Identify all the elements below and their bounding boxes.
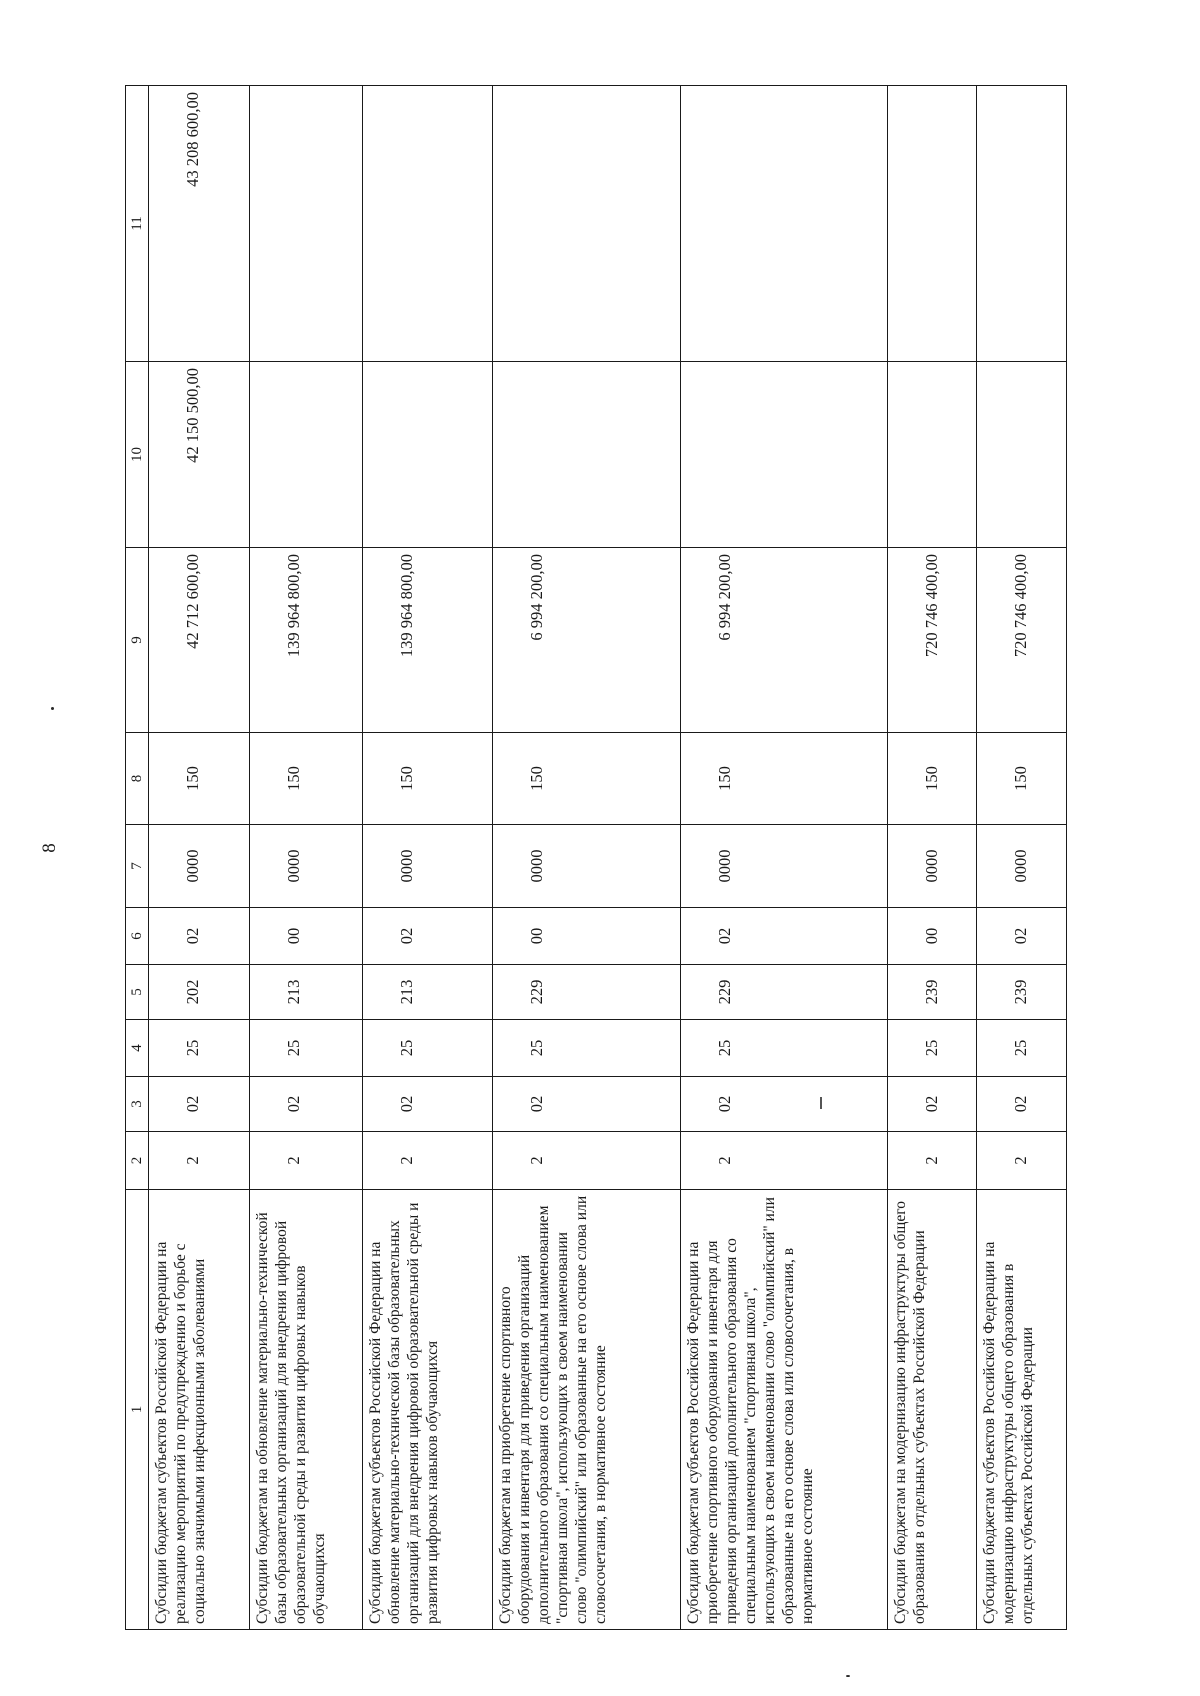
cell-code-3: 02 xyxy=(363,1077,493,1132)
row-description: Субсидии бюджетам на обновление материально-технической базы образовательных организаций для внедрения цифровой образовательной среды и развития цифровых навыков обучающихся xyxy=(250,1190,363,1630)
cell-amount-10 xyxy=(363,362,493,548)
cell-code-3: 02 xyxy=(977,1077,1067,1132)
cell-amount-9: 42 712 600,00 xyxy=(149,548,250,733)
cell-code-6: 02 xyxy=(149,908,250,965)
cell-code-3: 02 xyxy=(888,1077,977,1132)
table-row xyxy=(888,86,977,1630)
cell-code-4: 25 xyxy=(977,1020,1067,1077)
cell-code-6: 00 xyxy=(888,908,977,965)
table-row xyxy=(149,86,250,1630)
cell-amount-9: 6 994 200,00 xyxy=(493,548,681,733)
row-description: Субсидии бюджетам на приобретение спортивного оборудования и инвентаря для приведения организаций дополнительного образования со специальным наименованием "спортивная школа", использующих в своем наименовании слово "олимпийский" или образованные на его основе слова или словосочетания, в нормативное состояние xyxy=(493,1190,681,1630)
cell-code-2: 2 xyxy=(363,1132,493,1190)
cell-code-7: 0000 xyxy=(250,825,363,908)
row-description: Субсидии бюджетам субъектов Российской Федерации на реализацию мероприятий по предупреждению и борьбе с социально значимыми инфекционными заболеваниями xyxy=(149,1190,250,1630)
cell-amount-10 xyxy=(681,362,888,548)
cell-code-5: 229 xyxy=(493,965,681,1020)
cell-code-3: 02 xyxy=(493,1077,681,1132)
cell-amount-11 xyxy=(977,86,1067,362)
cell-code-2: 2 xyxy=(149,1132,250,1190)
cell-amount-10 xyxy=(250,362,363,548)
cell-amount-11 xyxy=(250,86,363,362)
col-header-7: 7 xyxy=(126,825,149,908)
table-row xyxy=(977,86,1067,1630)
col-header-3: 3 xyxy=(126,1077,149,1132)
row-description: Субсидии бюджетам на модернизацию инфраструктуры общего образования в отдельных субъектах Российской Федерации xyxy=(888,1190,977,1630)
cell-code-6: 00 xyxy=(250,908,363,965)
cell-code-8: 150 xyxy=(977,733,1067,825)
cell-code-2: 2 xyxy=(888,1132,977,1190)
cell-code-7: 0000 xyxy=(149,825,250,908)
scan-mark xyxy=(820,1097,822,1109)
cell-code-5: 213 xyxy=(250,965,363,1020)
header-row xyxy=(126,86,149,1630)
cell-amount-10: 42 150 500,00 xyxy=(149,362,250,548)
cell-code-2: 2 xyxy=(493,1132,681,1190)
row-description: Субсидии бюджетам субъектов Российской Федерации на обновление материально-технической базы образовательных организаций для внедрения цифровой образовательной среды и развития цифровых навыков обучающихся xyxy=(363,1190,493,1630)
cell-amount-9: 6 994 200,00 xyxy=(681,548,888,733)
cell-code-8: 150 xyxy=(888,733,977,825)
table-row xyxy=(493,86,681,1630)
table-row xyxy=(250,86,363,1630)
table-row xyxy=(363,86,493,1630)
row-description: Субсидии бюджетам субъектов Российской Федерации на приобретение спортивного оборудования и инвентаря для приведения организаций дополнительного образования со специальным наименованием "спортивная школа", использующих в своем наименовании слово "олимпийский" или образованные на его основе слова или словосочетания, в нормативное состояние xyxy=(681,1190,888,1630)
cell-amount-11 xyxy=(681,86,888,362)
budget-table xyxy=(125,85,1067,1630)
cell-amount-11 xyxy=(888,86,977,362)
cell-code-5: 229 xyxy=(681,965,888,1020)
cell-code-4: 25 xyxy=(493,1020,681,1077)
cell-code-8: 150 xyxy=(493,733,681,825)
cell-code-7: 0000 xyxy=(363,825,493,908)
cell-code-3: 02 xyxy=(681,1077,888,1132)
cell-code-2: 2 xyxy=(250,1132,363,1190)
col-header-1: 1 xyxy=(126,1190,149,1630)
table-row xyxy=(681,86,888,1630)
col-header-11: 11 xyxy=(126,86,149,362)
col-header-6: 6 xyxy=(126,908,149,965)
cell-code-5: 202 xyxy=(149,965,250,1020)
scan-speck xyxy=(51,707,54,710)
cell-code-8: 150 xyxy=(149,733,250,825)
cell-amount-9: 139 964 800,00 xyxy=(363,548,493,733)
cell-code-4: 25 xyxy=(363,1020,493,1077)
cell-amount-10 xyxy=(977,362,1067,548)
cell-code-8: 150 xyxy=(681,733,888,825)
cell-code-4: 25 xyxy=(149,1020,250,1077)
cell-code-8: 150 xyxy=(363,733,493,825)
row-description: Субсидии бюджетам субъектов Российской Федерации на модернизацию инфраструктуры общего образования в отдельных субъектах Российской Федерации xyxy=(977,1190,1067,1630)
col-header-8: 8 xyxy=(126,733,149,825)
cell-amount-10 xyxy=(493,362,681,548)
cell-code-3: 02 xyxy=(250,1077,363,1132)
cell-code-6: 02 xyxy=(681,908,888,965)
cell-code-5: 239 xyxy=(977,965,1067,1020)
cell-code-6: 02 xyxy=(363,908,493,965)
cell-amount-9: 720 746 400,00 xyxy=(888,548,977,733)
col-header-4: 4 xyxy=(126,1020,149,1077)
cell-amount-9: 139 964 800,00 xyxy=(250,548,363,733)
cell-code-5: 213 xyxy=(363,965,493,1020)
cell-amount-9: 720 746 400,00 xyxy=(977,548,1067,733)
cell-code-8: 150 xyxy=(250,733,363,825)
cell-amount-11: 43 208 600,00 xyxy=(149,86,250,362)
cell-amount-11 xyxy=(363,86,493,362)
cell-code-7: 0000 xyxy=(888,825,977,908)
col-header-10: 10 xyxy=(126,362,149,548)
cell-amount-10 xyxy=(888,362,977,548)
col-header-9: 9 xyxy=(126,548,149,733)
cell-code-7: 0000 xyxy=(681,825,888,908)
cell-code-4: 25 xyxy=(888,1020,977,1077)
col-header-2: 2 xyxy=(126,1132,149,1190)
cell-code-2: 2 xyxy=(977,1132,1067,1190)
cell-code-7: 0000 xyxy=(493,825,681,908)
col-header-5: 5 xyxy=(126,965,149,1020)
cell-code-4: 25 xyxy=(681,1020,888,1077)
cell-code-4: 25 xyxy=(250,1020,363,1077)
cell-code-5: 239 xyxy=(888,965,977,1020)
scan-speck xyxy=(846,1675,850,1677)
cell-code-7: 0000 xyxy=(977,825,1067,908)
cell-code-6: 00 xyxy=(493,908,681,965)
cell-code-3: 02 xyxy=(149,1077,250,1132)
cell-code-6: 02 xyxy=(977,908,1067,965)
page-number: 8 xyxy=(39,843,60,853)
cell-code-2: 2 xyxy=(681,1132,888,1190)
cell-amount-11 xyxy=(493,86,681,362)
budget-table-container xyxy=(125,86,1065,1630)
